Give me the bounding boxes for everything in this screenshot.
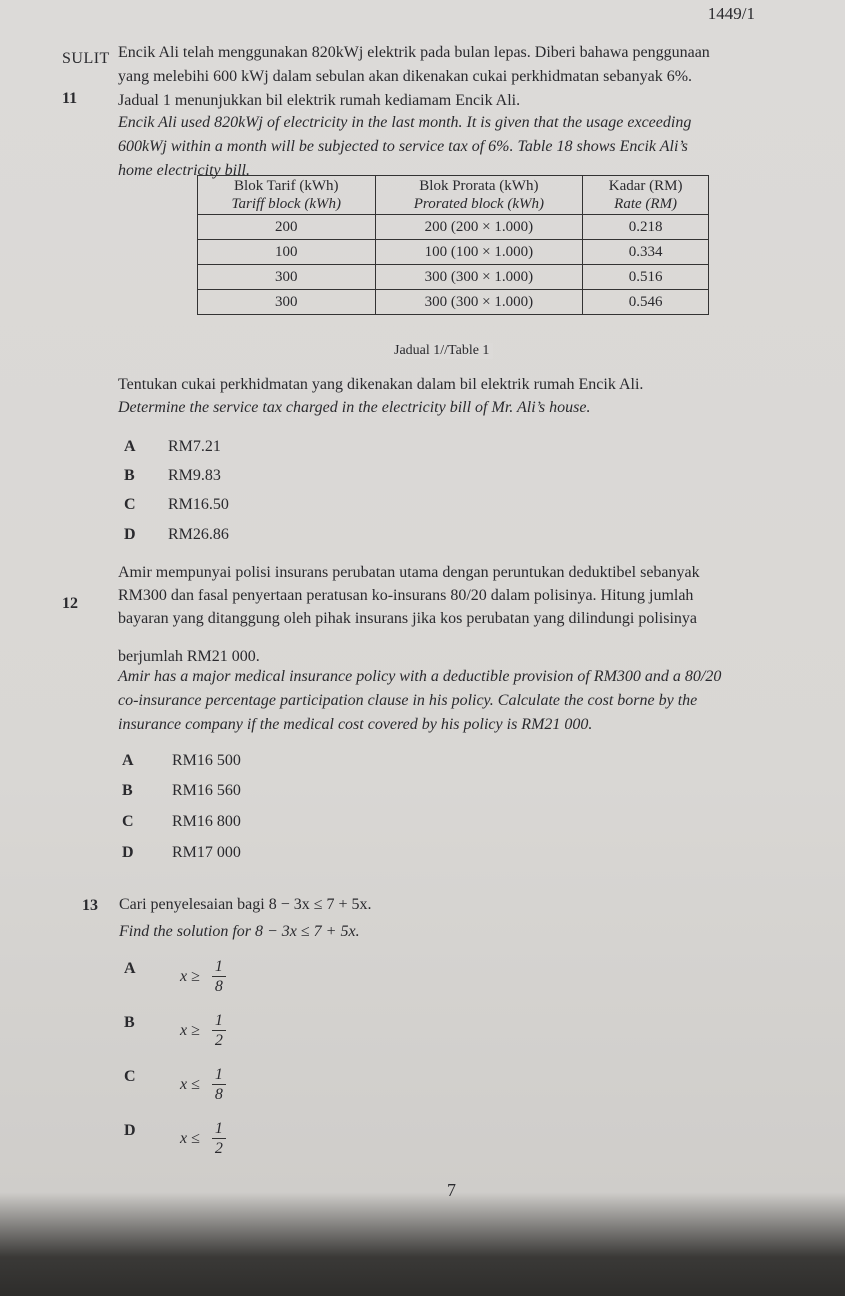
q11-option-a-value[interactable]: RM7.21 (168, 438, 221, 455)
q11-english-line-2: 600kWj within a month will be subjected to service tax of 6%. Table 18 shows Encik Ali’s (118, 138, 688, 155)
q12-malay-line-1: Amir mempunyai polisi insurans perubatan utama dengan peruntukan deduktibel sebanyak (118, 564, 700, 581)
q13-option-a-value[interactable] (180, 958, 226, 997)
q13-option-d-relation: x ≤ (180, 1130, 200, 1148)
table-header-row (198, 176, 709, 215)
q13-option-b-numerator: 1 (212, 1012, 226, 1031)
q11-malay-line-1: Encik Ali telah menggunakan 820kWj elektrik pada bulan lepas. Diberi bahawa penggunaan (118, 44, 710, 61)
cell-rate: 0.516 (583, 265, 709, 290)
question-12-number: 12 (62, 595, 78, 612)
q12-option-a-letter[interactable]: A (122, 752, 134, 769)
q11-prompt-english: Determine the service tax charged in the electricity bill of Mr. Ali’s house. (118, 399, 591, 416)
q13-option-a-relation: x ≥ (180, 968, 200, 986)
q11-option-c-letter[interactable]: C (124, 496, 136, 513)
q11-english-line-1: Encik Ali used 820kWj of electricity in the last month. It is given that the usage exceeding (118, 114, 692, 131)
q11-option-a-letter[interactable]: A (124, 438, 136, 455)
q11-option-b-value[interactable]: RM9.83 (168, 467, 221, 484)
q11-malay-line-3: Jadual 1 menunjukkan bil elektrik rumah kediamam Encik Ali. (118, 92, 521, 109)
q12-malay-line-3: bayaran yang ditanggung oleh pihak insurans jika kos perubatan yang dilindungi polisinya (118, 610, 697, 627)
cell-prorated: 300 (300 × 1.000) (375, 290, 583, 315)
q12-option-b-letter[interactable]: B (122, 782, 133, 799)
cell-tariff: 100 (198, 240, 376, 265)
table-row (198, 290, 709, 315)
paper-code: 1449/1 (707, 4, 755, 23)
q12-malay-line-4: berjumlah RM21 000. (118, 648, 260, 665)
q13-option-d-denominator: 2 (214, 1140, 223, 1157)
q12-english-line-1: Amir has a major medical insurance policy with a deductible provision of RM300 and a 80/20 (118, 668, 722, 685)
q13-option-d-fraction (212, 1120, 226, 1159)
q12-option-c-letter[interactable]: C (122, 813, 134, 830)
cell-tariff: 300 (198, 290, 376, 315)
table-caption: Jadual 1//Table 1 (390, 343, 493, 359)
q12-option-a-value[interactable]: RM16 500 (172, 752, 241, 769)
q11-option-d-value[interactable]: RM26.86 (168, 526, 229, 543)
cell-rate: 0.218 (583, 215, 709, 240)
page-number: 7 (447, 1180, 456, 1200)
q13-option-b-relation: x ≥ (180, 1022, 200, 1040)
q13-option-d-letter[interactable]: D (124, 1122, 136, 1139)
q13-option-c-fraction (212, 1066, 226, 1105)
q13-option-b-letter[interactable]: B (124, 1014, 135, 1031)
q11-option-b-letter[interactable]: B (124, 467, 135, 484)
q12-english-line-2: co-insurance percentage participation clause in his policy. Calculate the cost borne by the (118, 692, 698, 709)
header-prorated-malay: Blok Prorata (kWh) (419, 178, 539, 194)
q12-english-line-3: insurance company if the medical cost covered by his policy is RM21 000. (118, 716, 593, 733)
cell-rate: 0.334 (583, 240, 709, 265)
header-rate (583, 176, 709, 215)
question-13-number: 13 (82, 897, 98, 914)
q12-malay-line-2: RM300 dan fasal penyertaan peratusan ko-insurans 80/20 dalam polisinya. Hitung jumlah (118, 587, 694, 604)
question-11-number: 11 (62, 90, 78, 107)
q13-option-d-value[interactable] (180, 1120, 226, 1159)
table-row (198, 265, 709, 290)
cell-prorated: 200 (200 × 1.000) (375, 215, 583, 240)
q11-option-d-letter[interactable]: D (124, 526, 136, 543)
header-rate-malay: Kadar (RM) (608, 178, 683, 194)
header-tariff-malay: Blok Tarif (kWh) (234, 178, 339, 194)
q13-option-c-numerator: 1 (212, 1066, 226, 1085)
table-row (198, 215, 709, 240)
header-tariff-english: Tariff block (kWh) (231, 196, 341, 212)
q13-option-d-numerator: 1 (212, 1120, 226, 1139)
q13-option-b-fraction (212, 1012, 226, 1051)
sulit-label: SULIT (62, 50, 110, 67)
q11-english-line-3: home electricity bill. (118, 162, 250, 179)
q13-malay: Cari penyelesaian bagi 8 − 3x ≤ 7 + 5x. (119, 896, 372, 913)
cell-prorated: 300 (300 × 1.000) (375, 265, 583, 290)
q13-option-c-relation: x ≤ (180, 1076, 200, 1094)
q12-option-d-letter[interactable]: D (122, 844, 134, 861)
q13-english: Find the solution for 8 − 3x ≤ 7 + 5x. (119, 923, 360, 940)
table-row (198, 240, 709, 265)
cell-tariff: 300 (198, 265, 376, 290)
q13-option-a-numerator: 1 (212, 958, 226, 977)
q11-malay-line-2: yang melebihi 600 kWj dalam sebulan akan dikenakan cukai perkhidmatan sebanyak 6%. (118, 68, 693, 85)
cell-prorated: 100 (100 × 1.000) (375, 240, 583, 265)
q12-option-b-value[interactable]: RM16 560 (172, 782, 241, 799)
q13-option-a-letter[interactable]: A (124, 960, 136, 977)
q13-option-a-denominator: 8 (214, 978, 223, 995)
header-tariff-block (198, 176, 376, 215)
q13-option-b-value[interactable] (180, 1012, 226, 1051)
q13-option-b-denominator: 2 (214, 1032, 223, 1049)
cell-rate: 0.546 (583, 290, 709, 315)
q11-prompt-malay: Tentukan cukai perkhidmatan yang dikenakan dalam bil elektrik rumah Encik Ali. (118, 376, 644, 393)
tariff-table (197, 175, 709, 315)
q12-option-d-value[interactable]: RM17 000 (172, 844, 241, 861)
header-prorated-english: Prorated block (kWh) (413, 196, 544, 212)
q13-option-a-fraction (212, 958, 226, 997)
cell-tariff: 200 (198, 215, 376, 240)
header-rate-english: Rate (RM) (614, 196, 678, 212)
q13-option-c-letter[interactable]: C (124, 1068, 136, 1085)
header-prorated-block (375, 176, 583, 215)
q11-option-c-value[interactable]: RM16.50 (168, 496, 229, 513)
q13-option-c-denominator: 8 (214, 1086, 223, 1103)
q12-option-c-value[interactable]: RM16 800 (172, 813, 241, 830)
q13-option-c-value[interactable] (180, 1066, 226, 1105)
